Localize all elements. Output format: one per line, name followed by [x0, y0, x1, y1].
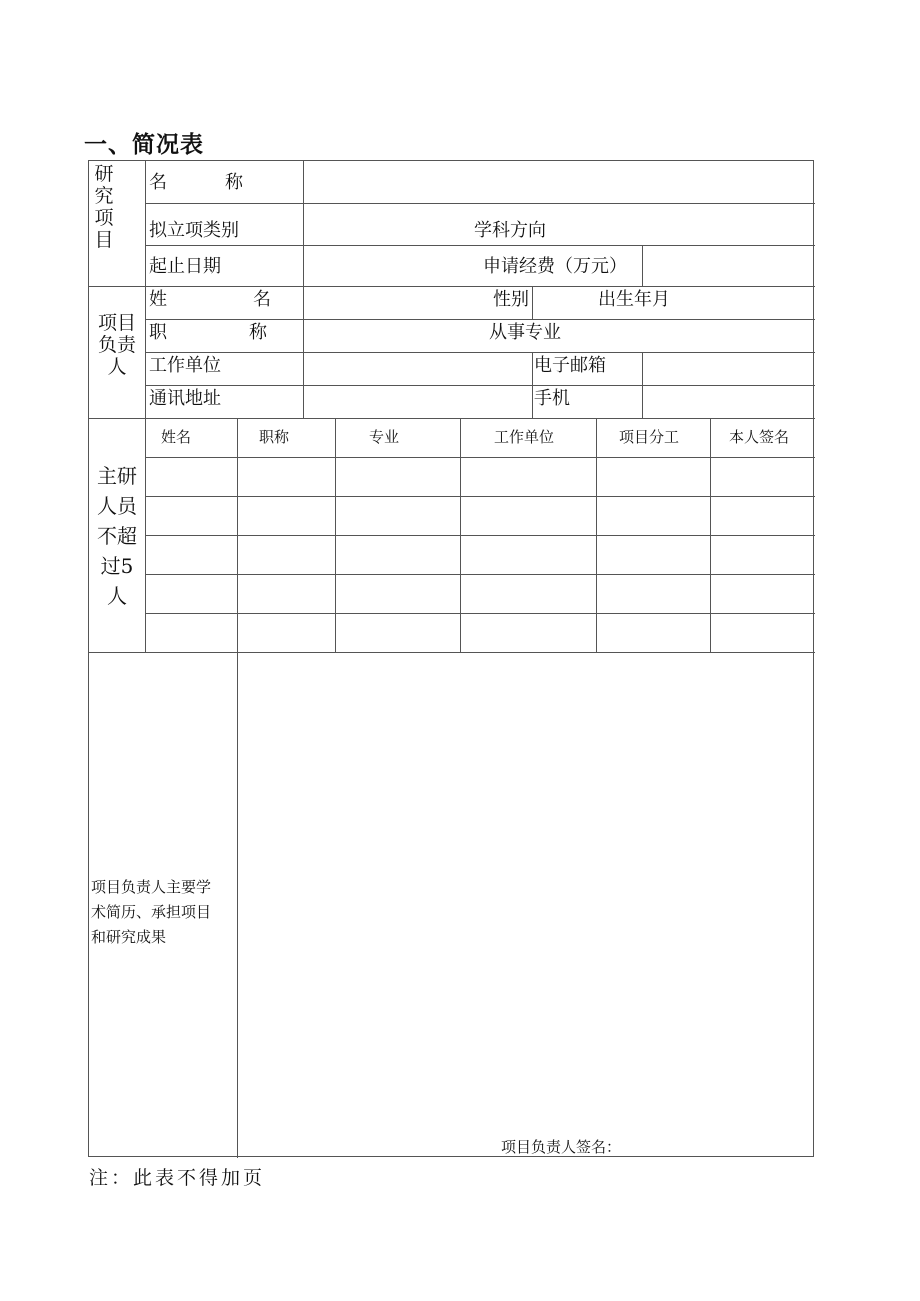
project-name-label: 名 称 [149, 172, 243, 193]
address-label: 通讯地址 [149, 388, 221, 409]
grid-line [532, 352, 533, 418]
grid-line [237, 418, 238, 652]
col-header-name: 姓名 [161, 428, 192, 446]
grid-line [642, 352, 643, 418]
col-header-signature: 本人签名 [729, 428, 790, 446]
phone-label: 手机 [534, 388, 570, 409]
discipline-label: 学科方向 [474, 220, 546, 241]
grid-line [335, 418, 336, 652]
birth-label: 出生年月 [598, 289, 670, 310]
leader-signature-label: 项目负责人签名： [501, 1138, 622, 1156]
grid-line [145, 245, 815, 246]
col-header-title: 职称 [259, 428, 290, 446]
grid-line [145, 385, 815, 386]
col-header-workplace: 工作单位 [494, 428, 555, 446]
members-section-label: 主研 人员 不超 过5 人 [97, 464, 137, 608]
grid-line [89, 652, 815, 653]
leader-section-label: 项目 负责 人 [97, 312, 136, 378]
grid-line [460, 418, 461, 652]
grid-line [89, 286, 815, 287]
grid-line [145, 352, 815, 353]
grid-line [710, 418, 711, 652]
leader-name-label: 姓 名 [149, 289, 271, 310]
grid-line [145, 161, 146, 652]
grid-line [145, 574, 815, 575]
grid-line [303, 286, 304, 418]
specialty-label: 从事专业 [489, 322, 561, 343]
section-title: 一、简况表 [84, 132, 204, 158]
leader-title-label: 职 称 [149, 322, 267, 343]
gender-label: 性别 [493, 289, 529, 310]
grid-line [237, 652, 238, 1158]
col-header-role: 项目分工 [619, 428, 680, 446]
email-label: 电子邮箱 [534, 355, 606, 376]
workplace-label: 工作单位 [149, 355, 221, 376]
dates-label: 起止日期 [149, 256, 221, 277]
col-header-specialty: 专业 [369, 428, 400, 446]
grid-line [145, 457, 815, 458]
grid-line [642, 245, 643, 286]
summary-form-table [88, 160, 814, 1157]
category-label: 拟立项类别 [149, 220, 239, 241]
grid-line [596, 418, 597, 652]
grid-line [89, 418, 815, 419]
funding-label: 申请经费（万元） [483, 256, 627, 277]
grid-line [145, 319, 815, 320]
footnote: 注：此表不得加页 [89, 1167, 266, 1189]
grid-line [145, 496, 815, 497]
grid-line [145, 613, 815, 614]
project-section-label: 研 究 项 目 [94, 163, 114, 251]
grid-line [145, 535, 815, 536]
resume-section-label: 项目负责人主要学 术简历、承担项目 和研究成果 [91, 878, 212, 946]
grid-line [303, 161, 304, 286]
grid-line [532, 286, 533, 319]
grid-line [145, 203, 815, 204]
